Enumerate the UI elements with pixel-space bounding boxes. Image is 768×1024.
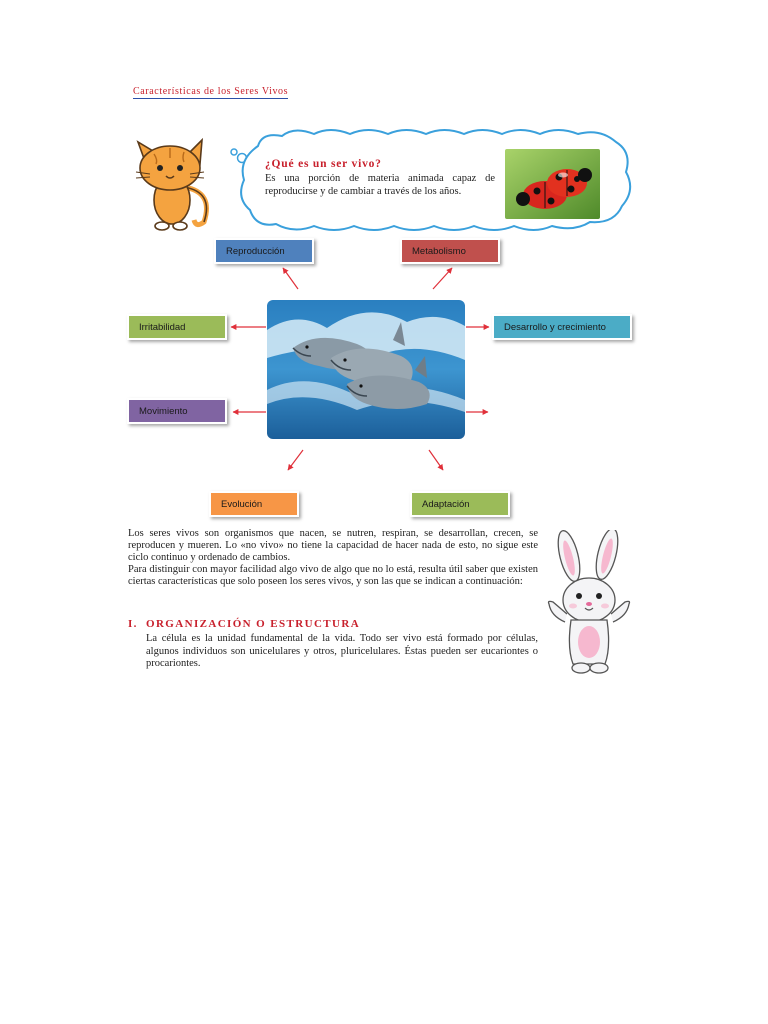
characteristic-adaptacion: Adaptación [410, 491, 510, 517]
characteristic-movimiento: Movimiento [127, 398, 227, 424]
arrow-to-reproduccion [283, 268, 298, 289]
characteristic-desarrollo-crecimiento: Desarrollo y crecimiento [492, 314, 632, 340]
ladybugs-photo [505, 149, 600, 219]
characteristic-metabolismo: Metabolismo [400, 238, 500, 264]
dolphins-photo [267, 300, 465, 439]
characteristic-reproduccion: Reproducción [214, 238, 314, 264]
cat-illustration [124, 132, 224, 232]
cloud-question-title: ¿Qué es un ser vivo? [265, 158, 382, 170]
section-title-text: ORGANIZACIÓN O ESTRUCTURA [146, 618, 361, 630]
characteristic-irritabilidad: Irritabilidad [127, 314, 227, 340]
intro-text [128, 528, 538, 588]
section-number: I. [128, 618, 138, 630]
intro-paragraph-2: Para distinguir con mayor facilidad algo vivo de algo que no lo está, resulta útil saber que existen ciertas características que solo poseen los seres vivos, y son las que se indican a continuación: [128, 564, 538, 587]
characteristic-evolucion: Evolución [209, 491, 299, 517]
cloud-definition-text: Es una porción de materia animada capaz de reproducirse y de cambiar a través de los años. [265, 173, 495, 197]
page-header-title: Características de los Seres Vivos [133, 86, 289, 97]
arrow-to-evolucion [288, 450, 303, 470]
arrow-to-metabolismo [433, 268, 452, 289]
intro-paragraph-1: Los seres vivos son organismos que nacen, se nutren, respiran, se desarrollan, crecen, se reproducen y mueren. Lo «no vivo» no tiene la capacidad de hacer nada de esto, no sigue este ciclo continuo y ordenado de cambios. [128, 528, 538, 563]
rabbit-illustration [545, 530, 633, 675]
arrow-to-adaptacion [429, 450, 443, 470]
section-body-text: La célula es la unidad fundamental de la vida. Todo ser vivo está formado por células, algunos individuos son unicelulares y otros, pluricelulares. Éstas pueden ser eucariontes o procariontes. [146, 633, 538, 670]
section-heading [128, 618, 360, 630]
